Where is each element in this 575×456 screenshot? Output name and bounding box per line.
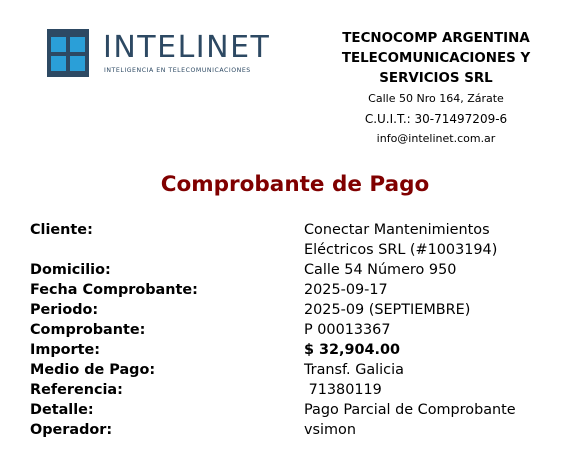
detail-row-detalle	[30, 400, 560, 420]
document-title: Comprobante de Pago	[160, 172, 430, 197]
detail-value: Transf. Galicia	[304, 362, 404, 378]
detail-row-fecha	[30, 280, 560, 300]
detail-value: Conectar Mantenimientos Eléctricos SRL (#1003194)	[304, 222, 498, 258]
detail-value: Calle 54 Número 950	[304, 262, 457, 278]
detail-value: vsimon	[304, 422, 356, 438]
company-name-line: TECNOCOMP ARGENTINA	[342, 31, 530, 46]
company-address: Calle 50 Nro 164, Zárate	[368, 92, 504, 105]
detail-value: 2025-09 (SEPTIEMBRE)	[304, 302, 471, 318]
intelinet-logo	[47, 29, 277, 79]
logo-tagline: INTELIGENCIA EN TELECOMUNICACIONES	[104, 67, 251, 74]
detail-label: Operador:	[30, 422, 113, 438]
company-name-line: SERVICIOS SRL	[379, 71, 493, 86]
detail-row-importe	[30, 340, 560, 360]
detail-label: Fecha Comprobante:	[30, 282, 198, 298]
detail-value: 71380119	[304, 382, 382, 398]
detail-value: P 00013367	[304, 322, 391, 338]
detail-label: Comprobante:	[30, 322, 146, 338]
detail-label: Importe:	[30, 342, 101, 358]
detail-value: Pago Parcial de Comprobante	[304, 402, 516, 418]
company-name-line: TELECOMUNICACIONES Y	[341, 51, 531, 66]
detail-row-medio-pago	[30, 360, 560, 380]
logo-mark-icon	[47, 29, 89, 77]
detail-row-domicilio	[30, 260, 560, 280]
detail-label: Medio de Pago:	[30, 362, 156, 378]
detail-row-periodo	[30, 300, 560, 320]
detail-row-cliente	[30, 220, 560, 260]
logo-wordmark: INTELINET	[103, 30, 271, 65]
detail-label: Domicilio:	[30, 262, 111, 278]
detail-label: Detalle:	[30, 402, 94, 418]
detail-label: Referencia:	[30, 382, 123, 398]
detail-row-comprobante	[30, 320, 560, 340]
payment-details	[30, 220, 560, 440]
detail-value: 2025-09-17	[304, 282, 388, 298]
amount-value: $ 32,904.00	[304, 342, 401, 358]
company-cuit: C.U.I.T.: 30-71497209-6	[364, 112, 508, 126]
detail-label: Periodo:	[30, 302, 99, 318]
company-info	[318, 29, 554, 149]
company-email: info@intelinet.com.ar	[376, 132, 496, 145]
detail-label: Cliente:	[30, 222, 93, 238]
detail-row-referencia	[30, 380, 560, 400]
detail-row-operador	[30, 420, 560, 440]
